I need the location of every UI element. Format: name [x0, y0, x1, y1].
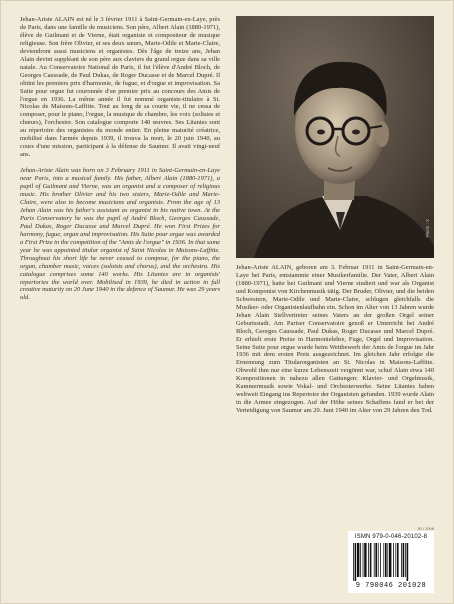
barcode-bar [403, 543, 405, 577]
biography-english: Jehan-Ariste Alain was born on 3 February 1911 in Saint-Germain-en-Laye near Paris, into a musical family. His father, Albert Alain (1880-1971), a pupil of Guilmant and Vierne, was an organist and a composer of religious music. His brother Olivier and his two sisters, Marie-Odile and Marie-Claire, were also to become musicians and organists. From the age of 13 Jehan Alain was his father's assistant as organist in his native town. At the Paris Conservatory he was the pupil of André Bloch, Georges Caussade, Paul Dukas, Roger Ducasse and Marcel Dupré. He won First Prizes for harmony, fugue, organ and improvisation. His Suite pour orgue was awarded a First Prize in the competition of the "Amis de l'orgue" in 1936. In that same year he was appointed titular organist of Saint Nicolas in Maisons-Laffitte. Throughout his short life he never ceased to compose, for the piano, the organ, chamber music, voices (soloists and chorus), and the orchestra. His catalogue comprises some 140 works. His Litanies are in organists' repertories the world over. Mobilised in 1939, he died in action in full creative maturity on 20 June 1940 in the defence of Saumur. He was 29 years old. [20, 167, 221, 302]
photo-credit: Photo : X [425, 219, 430, 238]
biography-french: Jehan-Ariste ALAIN est né le 3 février 1911 à Saint-Germain-en-Laye, près de Paris, dans une famille de musiciens. Son père, Albert Alain (1880-1971), élève de Guilmant et de Vierne, était organiste et compositeur de musique religieuse. Son frère Olivier, et ses deux sœurs, Marie-Odile et Marie-Claire, deviendront aussi musiciens et organistes. Dès l'âge de treize ans, Jehan Alain devint suppléant de son père aux claviers du grand orgue dans sa ville natale. Au Conservatoire National de Paris, il fut l'élève d'André Bloch, de Georges Caussade, de Paul Dukas, de Roger Ducasse et de Marcel Dupré. Il obtint les premiers prix d'harmonie, de fugue, et d'orgue et improvisation. Sa Suite pour orgue fut couronnée d'un premier prix au concours des Amis de l'orgue en 1936. La même année il fut nommé organiste-titulaire à St. Nicolas de Maisons-Laffitte. Tout au long de sa courte vie, il ne cessa de composer, pour le piano, l'orgue, la musique de chambre, les voix (solistes et chœurs), l'orchestre. Son catalogue comporte 140 œuvres. Ses Litanies sont au répertoire des organistes du monde entier. En pleine maturité créatrice, mobilisé dans l'armée depuis 1939, il trouva la mort, le 20 juin 1940, au cours d'une mission, participant à la défense de Saumur. Il avait vingt-neuf ans. [20, 16, 220, 159]
barcode-bar [375, 543, 377, 577]
barcode-bar [397, 543, 399, 577]
barcode-bar [389, 543, 391, 577]
barcode-bar [393, 543, 394, 577]
barcode-bar [405, 543, 406, 577]
barcode-icon [353, 543, 429, 581]
barcode-label [348, 531, 434, 593]
isbn-number: ISMN 979-0-046-20102-8 [354, 534, 428, 540]
barcode-bar [407, 543, 409, 581]
portrait-photo [236, 16, 434, 258]
biography-german: Jehan-Ariste ALAIN, geboren am 3. Februar 1911 in Saint-Germain-en-Laye bei Paris, entstammte einer Musikerfamilie. Der Vater, Albert Alain (1880-1971), hatte bei Guilmant und Vierne studiert und war als Organist und Komponist von Kirchenmusik tätig. Der Bruder, Olivier, und die beiden Schwestern, Marie-Odile und Marie-Claire, schlugen gleichfalls die Musiker- oder Organistenlaufbahn ein. Schon im Alter von 13 Jahren wurde Jehan Alain Stellvertreter seines Vaters an der großen Orgel seiner Geburtsstadt. Am Pariser Conservatoire genoß er Unterricht bei André Bloch, Georges Caussade, Paul Dukas, Roger Ducasse und Marcel Dupré. Er erhielt erste Preise in Harmonielehre, Fuge, Orgel und Improvisation. Seine Suite pour orgue wurde beim Wettbewerb der Amis de l'orgue im Jahr 1936 mit dem ersten Preis ausgezeichnet. Im gleichen Jahr erfolgte die Ernennung zum Titularorganisten an St. Nicolas in Maisons-Laffitte. Obwohl ihm nur eine kurze Lebenszeit vergönnt war, schuf Alain etwa 140 Kompositionen in nahezu allen Gattungen: Klavier- und Orgelmusik, Kammermusik sowie Vokal- und Orchesterwerke. Seine Litanies haben weltweit Eingang ins Repertoire der Organisten gefunden. 1939 wurde Alain in die Armee eingezogen. Auf der Höhe seines Schaffens fand er bei der Verteidigung von Saumur am 20. Juni 1940 im Alter von 29 Jahren den Tod. [236, 264, 434, 415]
barcode-bar [357, 543, 359, 577]
portrait-illustration [236, 16, 434, 258]
barcode-bar [353, 543, 354, 581]
left-column [20, 16, 220, 302]
barcode-bar [370, 543, 372, 577]
right-column [236, 16, 434, 415]
barcode-bar [380, 543, 381, 577]
catalog-code: 30 / 2006 [417, 526, 434, 531]
barcode-bar [374, 543, 375, 577]
barcode-bar [385, 543, 387, 577]
barcode-bar [395, 543, 396, 577]
barcode-bar [368, 543, 369, 577]
barcode-bar [383, 543, 384, 577]
barcode-digits: 9 790046 201028 [355, 582, 427, 590]
barcode-bar [387, 543, 388, 577]
barcode-bar [363, 543, 364, 577]
barcode-bar [355, 543, 357, 581]
barcode-bar [364, 543, 366, 577]
barcode-bar [360, 543, 361, 577]
barcode-bar [378, 543, 379, 577]
barcode-bar [401, 543, 402, 577]
